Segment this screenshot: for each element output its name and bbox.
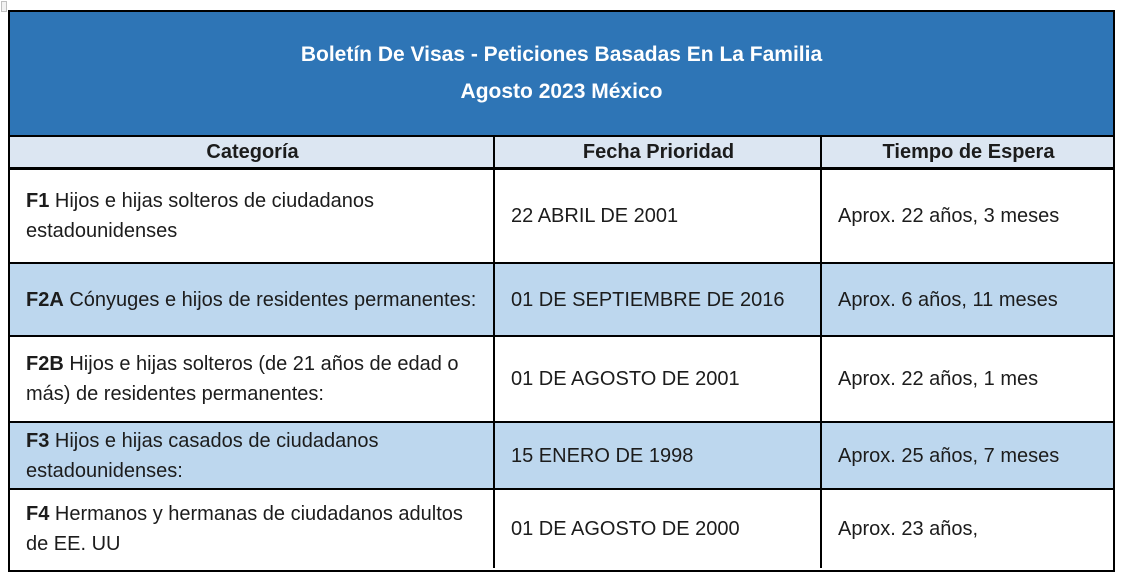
priority-date-cell: 01 DE AGOSTO DE 2000: [495, 490, 822, 568]
category-description: Hermanos y hermanas de ciudadanos adultos de EE. UU: [26, 503, 463, 555]
visa-table-grid: [10, 137, 1113, 568]
category-code: F1: [26, 190, 50, 212]
priority-date-cell: 22 ABRIL DE 2001: [495, 170, 822, 264]
category-description: Hijos e hijas solteros (de 21 años de edad o más) de residentes permanentes:: [26, 353, 459, 405]
category-description: Hijos e hijas casados de ciudadanos estadounidenses:: [26, 429, 379, 482]
column-header-fecha-prioridad: Fecha Prioridad: [495, 137, 822, 170]
category-text: [26, 499, 479, 559]
table-title-banner: [10, 12, 1113, 137]
category-code: F2A: [26, 288, 64, 311]
visa-bulletin-table: [8, 10, 1115, 572]
wait-time-cell: Aprox. 22 años, 3 meses: [822, 170, 1113, 264]
category-text: [26, 426, 479, 486]
priority-date-cell: 01 DE AGOSTO DE 2001: [495, 337, 822, 423]
column-header-categoria: Categoría: [10, 137, 495, 170]
category-cell: [10, 423, 495, 490]
category-text: [26, 186, 479, 246]
category-code: F3: [26, 429, 50, 452]
category-cell: [10, 264, 495, 337]
category-description: Hijos e hijas solteros de ciudadanos estadounidenses: [26, 190, 374, 242]
category-cell: [10, 170, 495, 264]
column-header-tiempo-espera: Tiempo de Espera: [822, 137, 1113, 170]
title-line-1: Boletín De Visas - Peticiones Basadas En La Familia: [300, 42, 823, 66]
wait-time-cell: Aprox. 23 años,: [822, 490, 1113, 568]
category-cell: [10, 490, 495, 568]
category-cell: [10, 337, 495, 423]
title-line-2: Agosto 2023 México: [460, 79, 663, 103]
category-code: F2B: [26, 353, 64, 375]
wait-time-cell: Aprox. 25 años, 7 meses: [822, 423, 1113, 490]
wait-time-cell: Aprox. 22 años, 1 mes: [822, 337, 1113, 423]
wait-time-cell: Aprox. 6 años, 11 meses: [822, 264, 1113, 337]
category-description: Cónyuges e hijos de residentes permanentes:: [69, 288, 477, 311]
priority-date-cell: 01 DE SEPTIEMBRE DE 2016: [495, 264, 822, 337]
corner-artifact-glyph: [1, 1, 7, 12]
category-text: [26, 285, 476, 315]
priority-date-cell: 15 ENERO DE 1998: [495, 423, 822, 490]
category-text: [26, 349, 479, 409]
category-code: F4: [26, 503, 50, 525]
